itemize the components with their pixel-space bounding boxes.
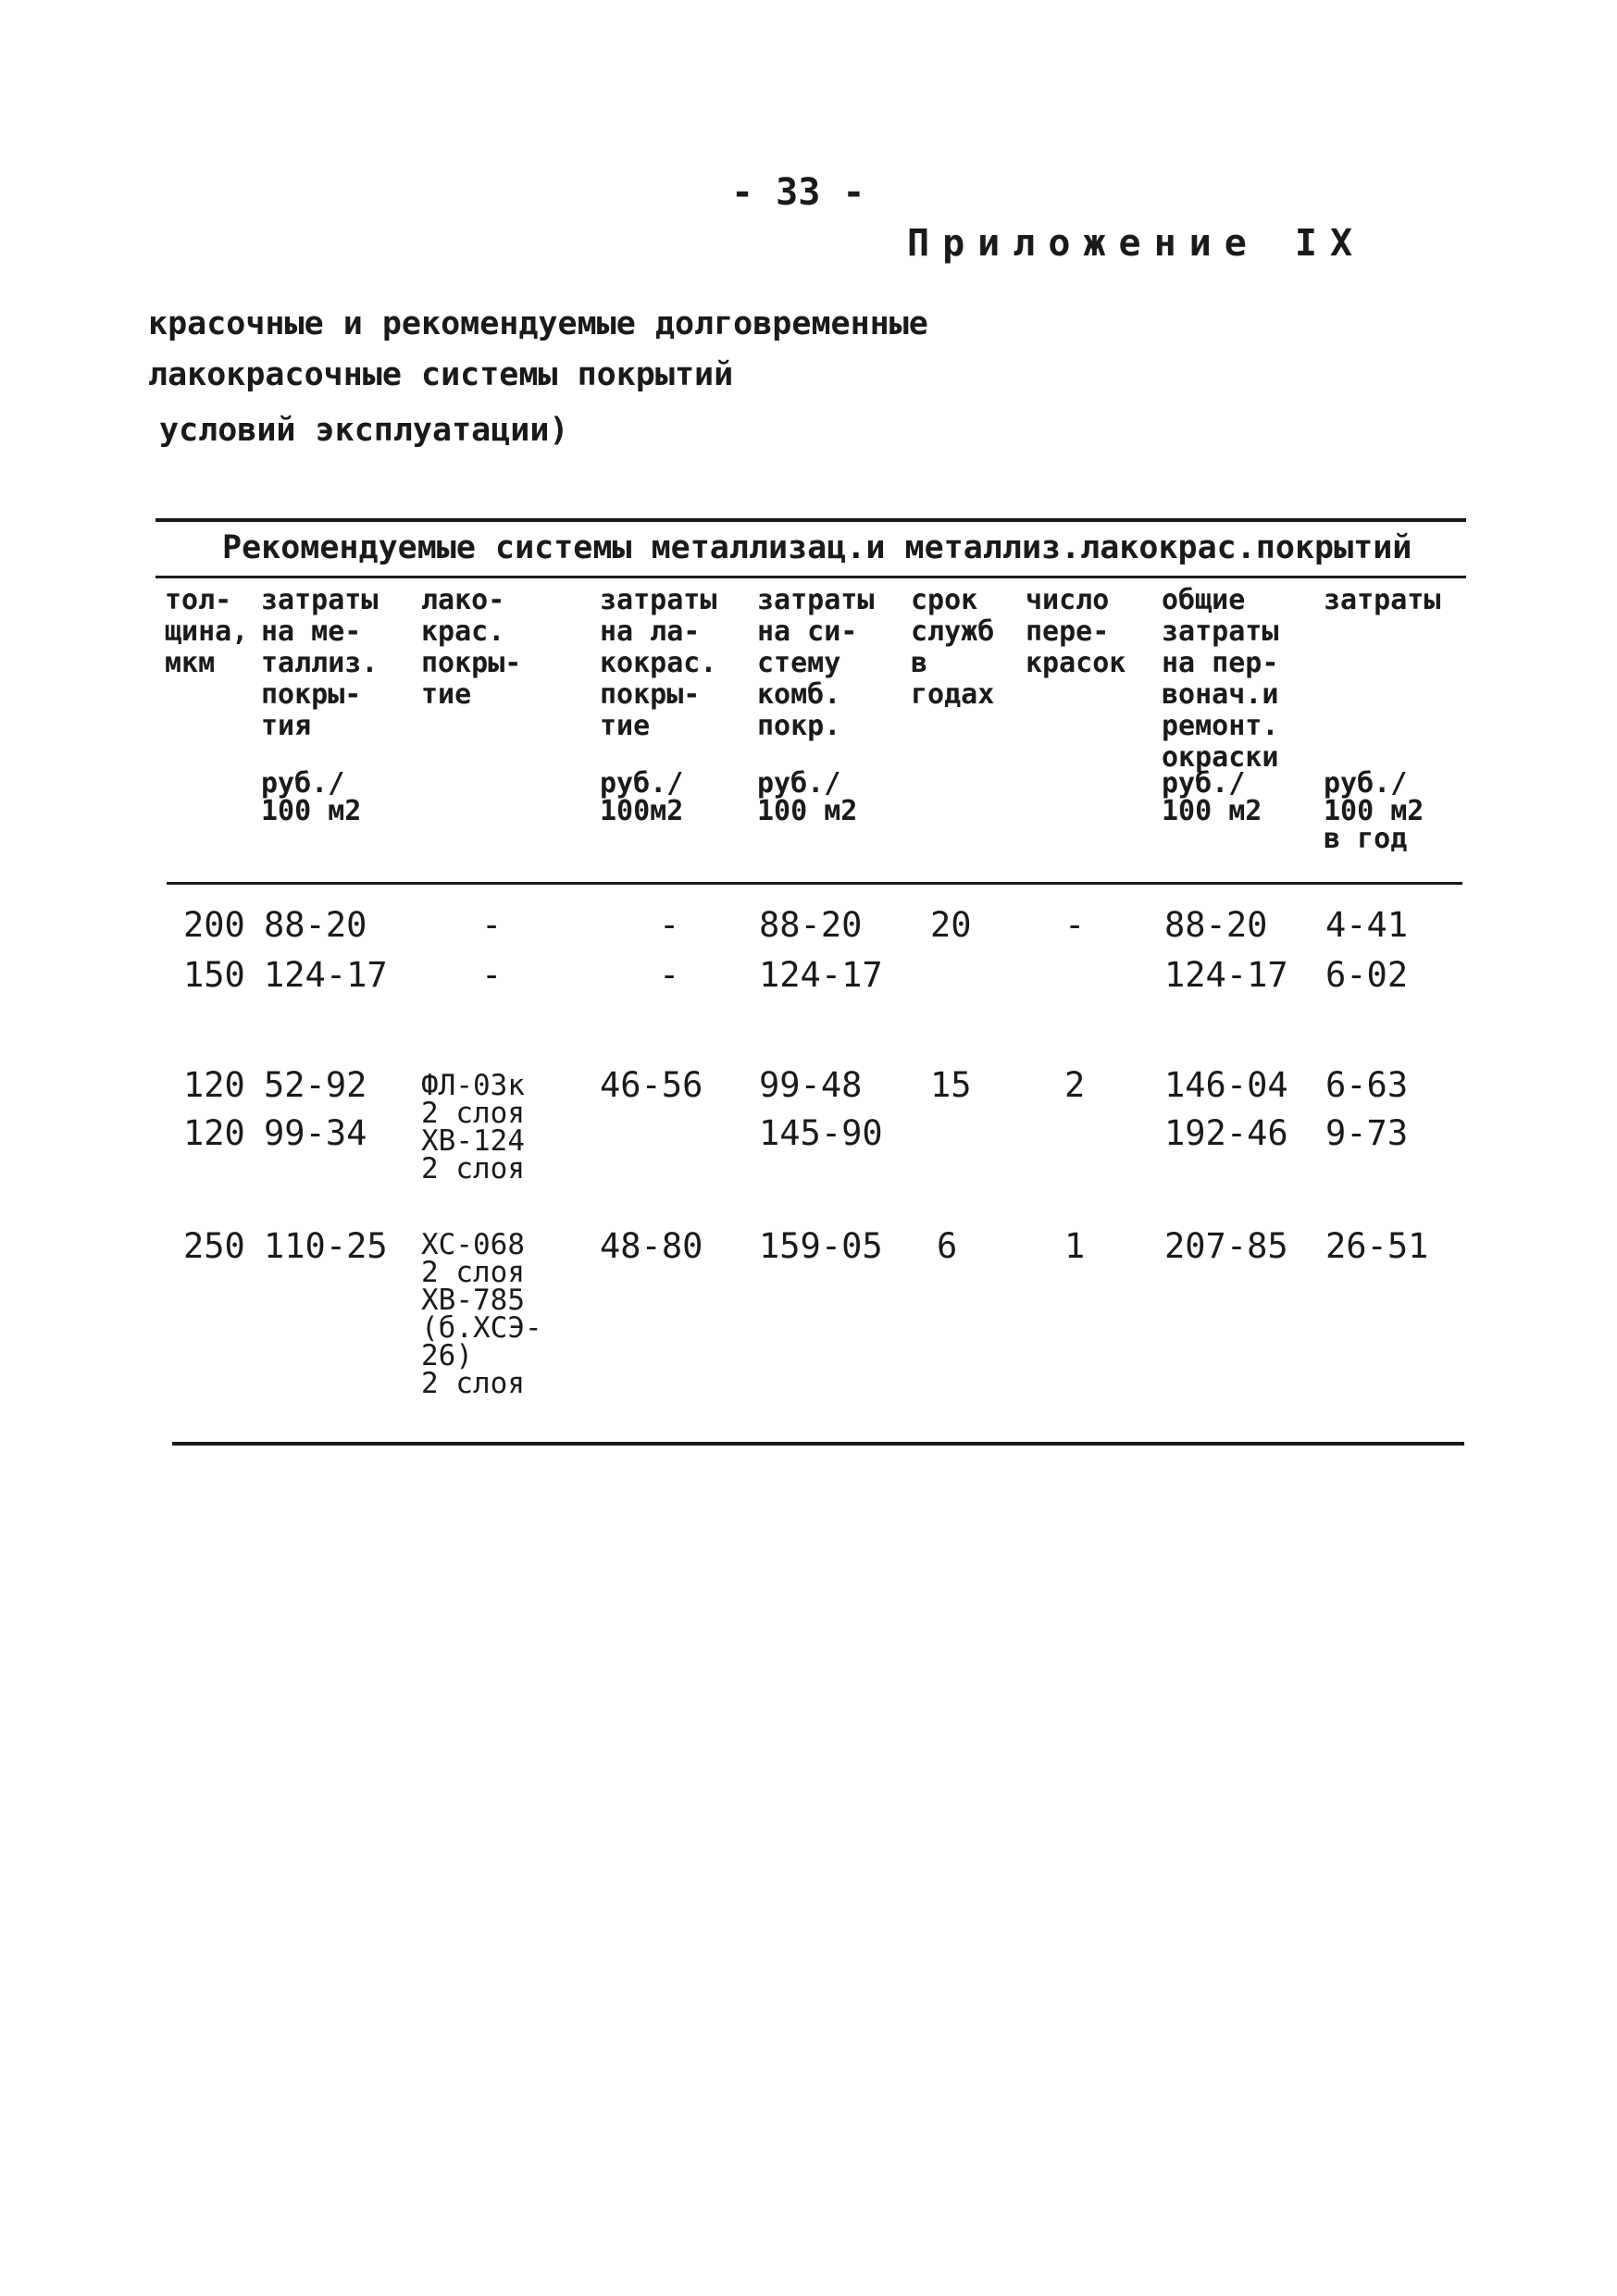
cell-paint-system: ХС-068 2 слоя ХВ-785 (б.ХСЭ- 26) 2 слоя <box>421 1228 542 1400</box>
cell-combined-cost: 124-17 <box>759 955 883 995</box>
heading-line-2: лакокрасочные системы покрытий <box>148 356 734 393</box>
header-repaint-count: число пере- красок <box>1026 584 1126 679</box>
header-total-cost: общие затраты на пер- вонач.и ремонт. окраски <box>1162 584 1279 774</box>
table-bottom-rule <box>172 1442 1464 1446</box>
cell-service-life: 20 <box>930 905 972 945</box>
cell-thickness: 250 <box>183 1226 245 1266</box>
header-service-life: срок служб в годах <box>911 584 995 711</box>
heading-line-1: красочные и рекомендуемые долговременные <box>148 305 928 342</box>
cell-paint-system: - <box>481 955 503 995</box>
cell-paint-cost: 46-56 <box>600 1065 703 1105</box>
cell-annual-cost: 4-41 <box>1325 905 1409 945</box>
header-paint-cost: затраты на ла- кокрас. покры- тие <box>600 584 717 742</box>
table-group-title: Рекомендуемые системы металлизац.и металлиз.лакокрас.покрытий <box>222 529 1412 566</box>
cell-total-cost: 192-46 <box>1164 1113 1288 1153</box>
cell-combined-cost: 159-05 <box>759 1226 883 1266</box>
unit-paint-cost: руб./ 100м2 <box>600 767 684 827</box>
table-header-rule <box>167 882 1462 885</box>
cell-metal-cost: 99-34 <box>264 1113 367 1153</box>
header-thickness: тол- щина, мкм <box>165 584 249 679</box>
heading-line-3: условий эксплуатации) <box>159 412 569 449</box>
cell-service-life: 6 <box>937 1226 958 1266</box>
cell-metal-cost: 88-20 <box>264 905 367 945</box>
cell-annual-cost: 6-63 <box>1325 1065 1409 1105</box>
cell-thickness: 200 <box>183 905 245 945</box>
header-metal-cost: затраты на ме- таллиз. покры- тия <box>261 584 379 742</box>
cell-combined-cost: 99-48 <box>759 1065 863 1105</box>
unit-combined-cost: руб./ 100 м2 <box>757 767 858 827</box>
cell-metal-cost: 52-92 <box>264 1065 367 1105</box>
cell-annual-cost: 26-51 <box>1325 1226 1429 1266</box>
cell-paint-system: - <box>481 905 503 945</box>
cell-thickness: 120 <box>183 1065 245 1105</box>
header-annual-cost: затраты <box>1324 584 1441 616</box>
table-top-rule <box>155 518 1466 522</box>
cell-repaint-count: - <box>1064 905 1086 945</box>
cell-thickness: 120 <box>183 1113 245 1153</box>
cell-paint-cost: 48-80 <box>600 1226 703 1266</box>
cell-metal-cost: 110-25 <box>264 1226 388 1266</box>
unit-annual-cost: руб./ 100 м2 в год <box>1324 767 1424 855</box>
cell-total-cost: 146-04 <box>1164 1065 1288 1105</box>
unit-metal-cost: руб./ 100 м2 <box>261 767 362 827</box>
cell-combined-cost: 88-20 <box>759 905 863 945</box>
header-paint-system: лако- крас. покры- тие <box>421 584 522 711</box>
cell-metal-cost: 124-17 <box>264 955 388 995</box>
cell-total-cost: 207-85 <box>1164 1226 1288 1266</box>
unit-total-cost: руб./ 100 м2 <box>1162 767 1263 827</box>
cell-paint-cost: - <box>659 955 680 995</box>
cell-paint-system: ФЛ-03к 2 слоя ХВ-124 2 слоя <box>421 1069 525 1185</box>
cell-annual-cost: 9-73 <box>1325 1113 1409 1153</box>
cell-total-cost: 88-20 <box>1164 905 1268 945</box>
cell-paint-cost: - <box>659 905 680 945</box>
cell-repaint-count: 2 <box>1064 1065 1086 1105</box>
appendix-label: Приложение IX <box>907 222 1366 265</box>
cell-total-cost: 124-17 <box>1164 955 1288 995</box>
cell-combined-cost: 145-90 <box>759 1113 883 1153</box>
cell-service-life: 15 <box>930 1065 972 1105</box>
header-combined-cost: затраты на си- стему комб. покр. <box>757 584 875 742</box>
cell-repaint-count: 1 <box>1064 1226 1086 1266</box>
cell-annual-cost: 6-02 <box>1325 955 1409 995</box>
cell-thickness: 150 <box>183 955 245 995</box>
page-number: - 33 - <box>731 171 865 214</box>
table-group-rule <box>155 576 1466 578</box>
